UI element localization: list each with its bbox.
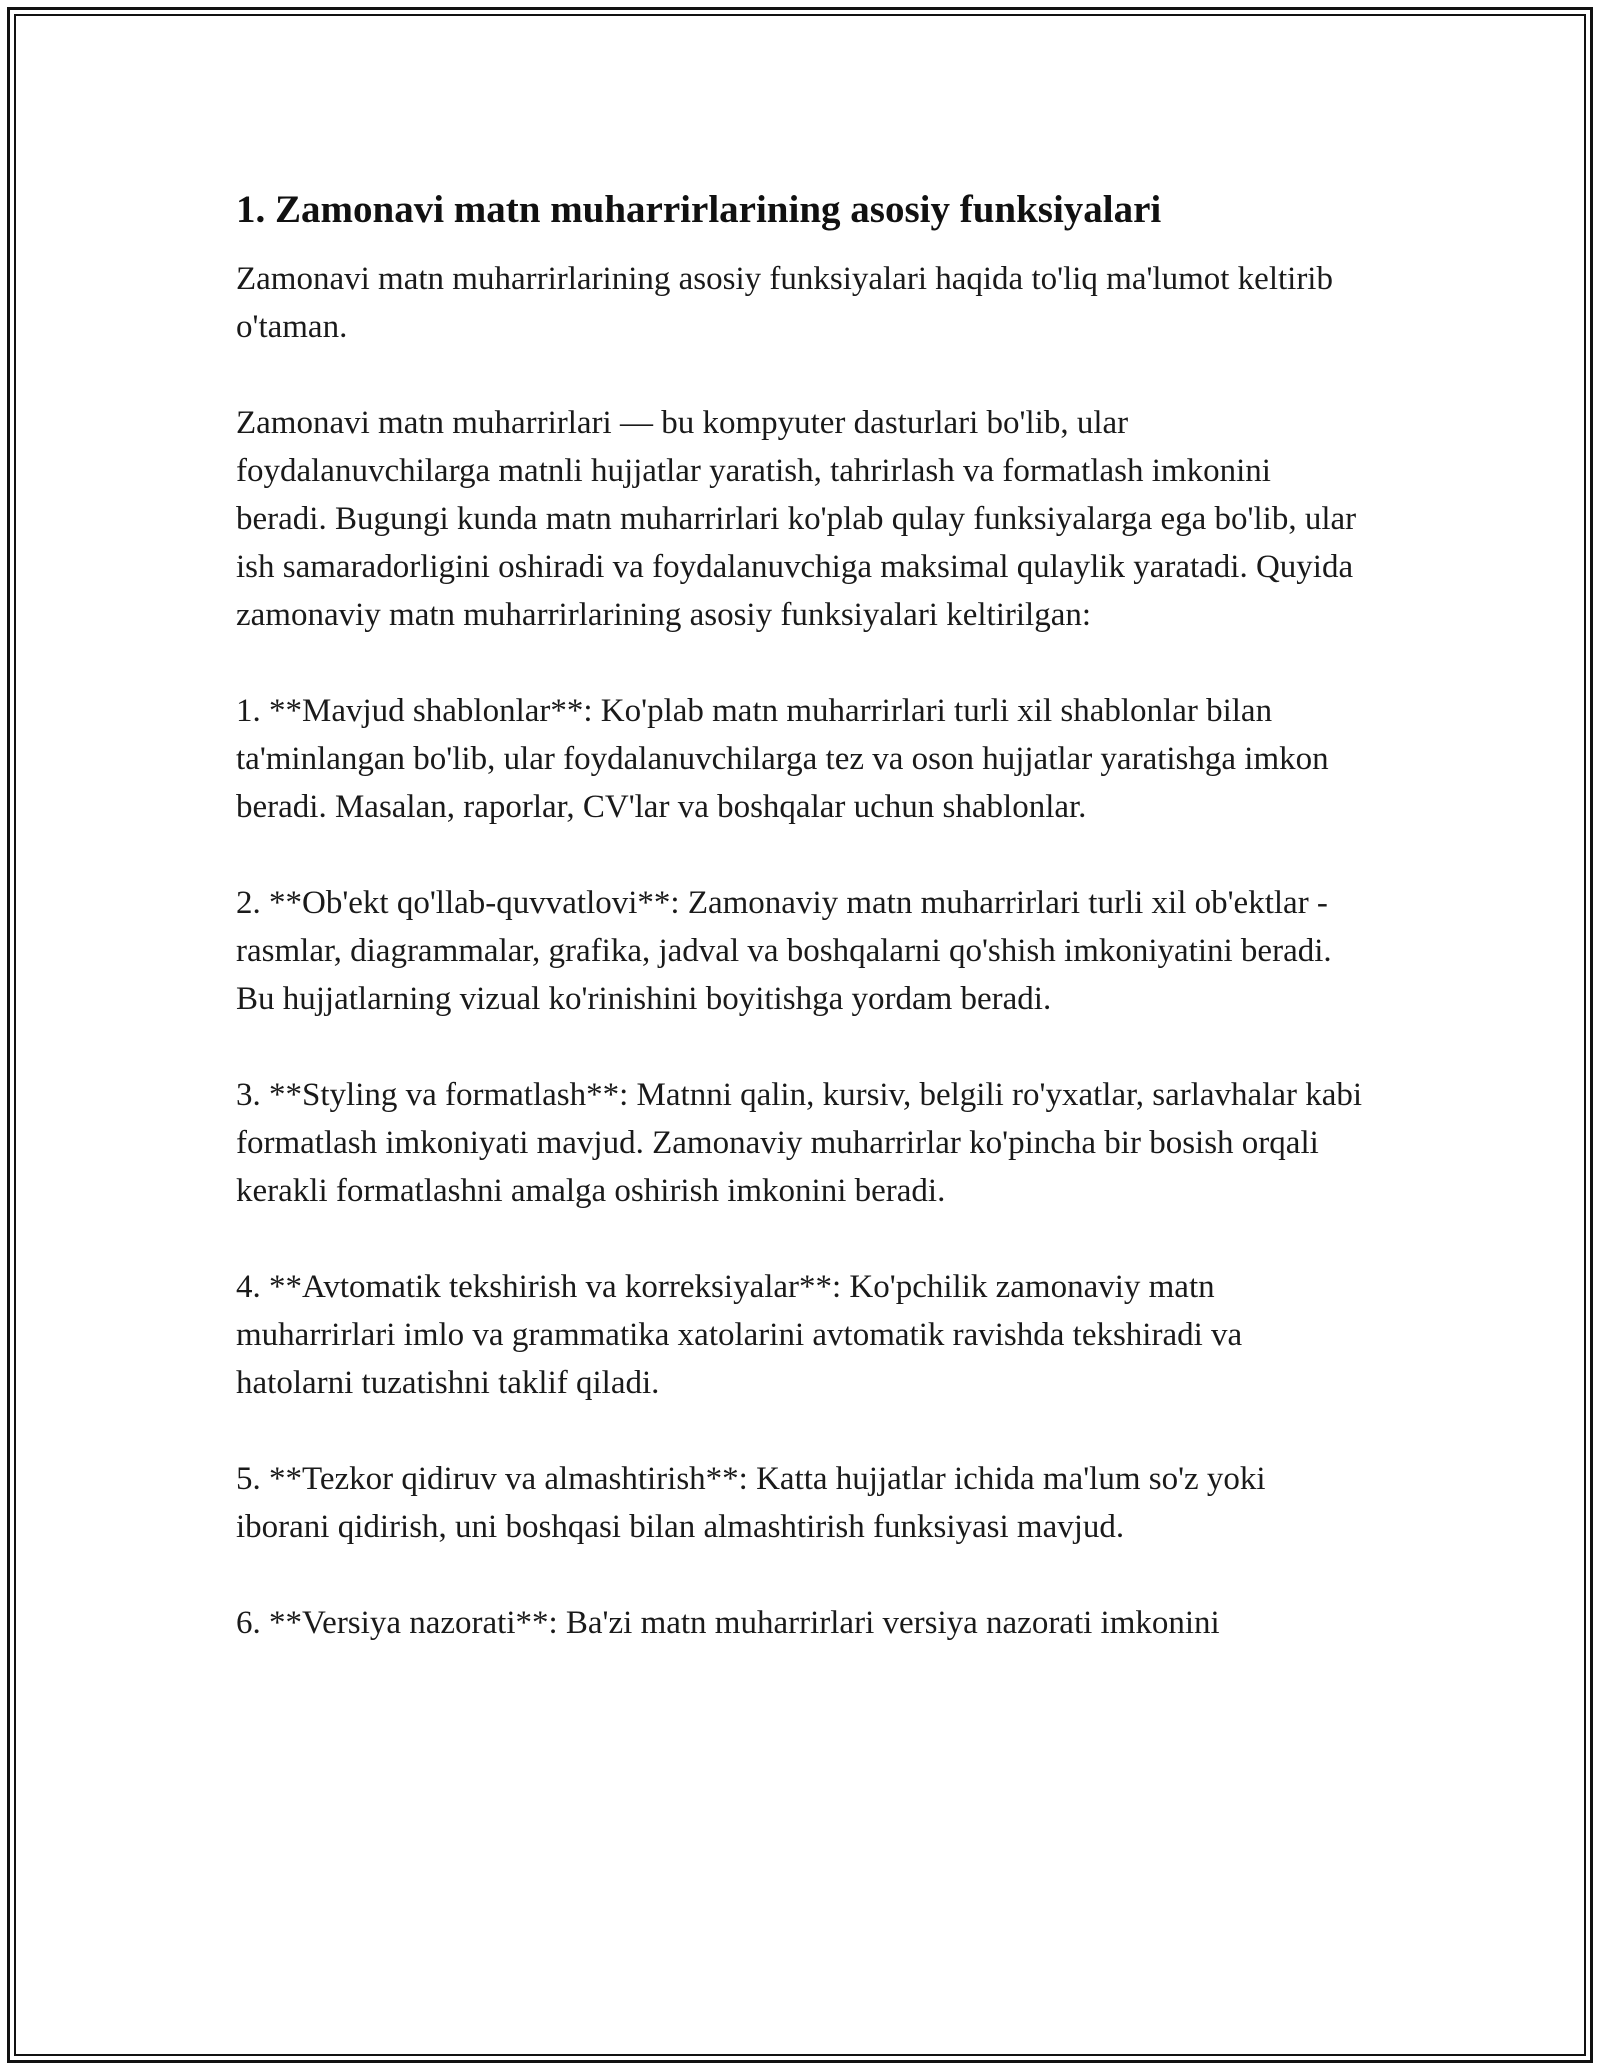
list-item-styling: 3. **Styling va formatlash**: Matnni qalin, kursiv, belgili ro'yxatlar, sarlavhalar kabi formatlash imkoniyati mavjud. Zamonaviy muharrirlar ko'pincha bir bosish orqali kerakli formatlashni amalga oshirish imkonini beradi. [236,1077,1363,1209]
paragraph-overview: Zamonavi matn muharrirlari — bu kompyuter dasturlari bo'lib, ular foydalanuvchilarga matnli hujjatlar yaratish, tahrirlash va formatlash imkonini beradi. Bugungi kunda matn muharrirlari ko'plab qulay funksiyalarga ega bo'lib, ular ish samaradorligini oshiradi va foydalanuvchiga maksimal qulaylik yaratadi. Quyida zamonaviy matn muharrirlarining asosiy funksiyalari keltirilgan: [236,405,1357,633]
list-item-templates: 1. **Mavjud shablonlar**: Ko'plab matn muharrirlari turli xil shablonlar bilan ta'minlangan bo'lib, ular foydalanuvchilarga tez va oson hujjatlar yaratishga imkon beradi. Masalan, raporlar, CV'lar va boshqalar uchun shablonlar. [236,693,1329,825]
list-item-autocheck: 4. **Avtomatik tekshirish va korreksiyalar**: Ko'pchilik zamonaviy matn muharrirlari imlo va grammatika xatolarini avtomatik ravishda tekshiradi va hatolarni tuzatishni taklif qiladi. [236,1269,1243,1401]
list-item-search-replace: 5. **Tezkor qidiruv va almashtirish**: Katta hujjatlar ichida ma'lum so'z yoki iborani qidirish, uni boshqasi bilan almashtirish funksiyasi mavjud. [236,1461,1266,1545]
document-body [236,186,1366,1647]
paragraph-intro: Zamonavi matn muharrirlarining asosiy funksiyalari haqida to'liq ma'lumot keltirib o'taman. [236,261,1333,345]
document-title: 1. Zamonavi matn muharrirlarining asosiy funksiyalari [236,188,1162,231]
list-item-version-control: 6. **Versiya nazorati**: Ba'zi matn muharrirlari versiya nazorati imkonini [236,1605,1220,1641]
list-item-objects: 2. **Ob'ekt qo'llab-quvvatlovi**: Zamonaviy matn muharrirlari turli xil ob'ektlar - rasmlar, diagrammalar, grafika, jadval va boshqalarni qo'shish imkoniyatini beradi. Bu hujjatlarning vizual ko'rinishini boyitishga yordam beradi. [236,885,1332,1017]
